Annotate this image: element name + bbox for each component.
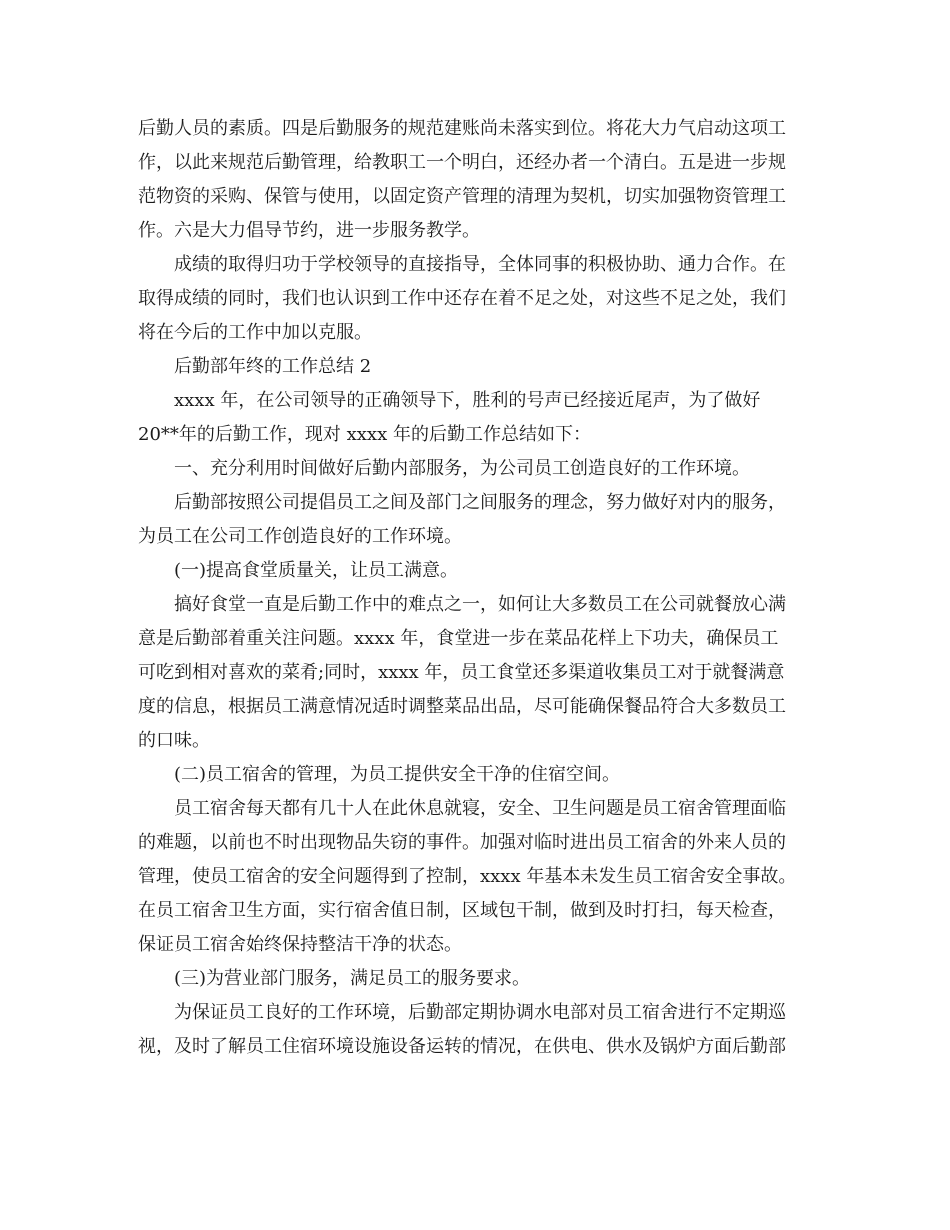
text-line: 在员工宿舍卫生方面，实行宿舍值日制，区域包干制，做到及时打扫，每天检查， xyxy=(138,900,786,921)
text-line: 为保证员工良好的工作环境，后勤部定期协调水电部对员工宿舍进行不定期巡 xyxy=(174,1002,786,1023)
text-line: 作。六是大力倡导节约，进一步服务教学。 xyxy=(138,220,480,241)
text-line: 20**年的后勤工作，现对 xxxx 年的后勤工作总结如下： xyxy=(138,424,591,445)
text-line: 将在今后的工作中加以克服。 xyxy=(138,322,372,343)
text-line: 保证员工宿舍始终保持整洁干净的状态。 xyxy=(138,934,462,955)
text-line: 员工宿舍每天都有几十人在此休息就寝，安全、卫生问题是员工宿舍管理面临 xyxy=(174,798,786,819)
text-line: 作，以此来规范后勤管理，给教职工一个明白，还经办者一个清白。五是进一步规 xyxy=(138,152,786,173)
text-line: (一)提高食堂质量关，让员工满意。 xyxy=(174,560,459,581)
text-line: 范物资的采购、保管与使用，以固定资产管理的清理为契机，切实加强物资管理工 xyxy=(138,186,786,207)
text-line: 管理，使员工宿舍的安全问题得到了控制，xxxx 年基本未发生员工宿舍安全事故。 xyxy=(138,866,797,887)
text-line: 后勤部年终的工作总结 2 xyxy=(174,356,372,377)
text-line: 视，及时了解员工住宿环境设施设备运转的情况，在供电、供水及锅炉方面后勤部 xyxy=(138,1036,786,1057)
document-body xyxy=(138,112,828,1064)
text-line: 一、充分利用时间做好后勤内部服务，为公司员工创造良好的工作环境。 xyxy=(174,458,750,479)
text-line: (三)为营业部门服务，满足员工的服务要求。 xyxy=(174,968,531,989)
text-line: (二)员工宿舍的管理，为员工提供安全干净的住宿空间。 xyxy=(174,764,621,785)
text-line: 后勤人员的素质。四是后勤服务的规范建账尚未落实到位。将花大力气启动这项工 xyxy=(138,118,786,139)
text-line: 取得成绩的同时，我们也认识到工作中还存在着不足之处，对这些不足之处，我们 xyxy=(138,288,786,309)
text-line: 意是后勤部着重关注问题。xxxx 年，食堂进一步在菜品花样上下功夫，确保员工 xyxy=(138,628,779,649)
text-line: xxxx 年，在公司领导的正确领导下，胜利的号声已经接近尾声，为了做好 xyxy=(174,390,761,411)
text-line: 可吃到相对喜欢的菜肴;同时，xxxx 年，员工食堂还多渠道收集员工对于就餐满意 xyxy=(138,662,785,683)
text-line: 搞好食堂一直是后勤工作中的难点之一，如何让大多数员工在公司就餐放心满 xyxy=(174,594,786,615)
text-line: 的难题，以前也不时出现物品失窃的事件。加强对临时进出员工宿舍的外来人员的 xyxy=(138,832,786,853)
text-line: 度的信息，根据员工满意情况适时调整菜品出品，尽可能确保餐品符合大多数员工 xyxy=(138,696,786,717)
text-line: 的口味。 xyxy=(138,730,210,751)
text-line: 成绩的取得归功于学校领导的直接指导，全体同事的积极协助、通力合作。在 xyxy=(174,254,786,275)
text-line: 后勤部按照公司提倡员工之间及部门之间服务的理念，努力做好对内的服务， xyxy=(174,492,786,513)
text-line: 为员工在公司工作创造良好的工作环境。 xyxy=(138,526,462,547)
